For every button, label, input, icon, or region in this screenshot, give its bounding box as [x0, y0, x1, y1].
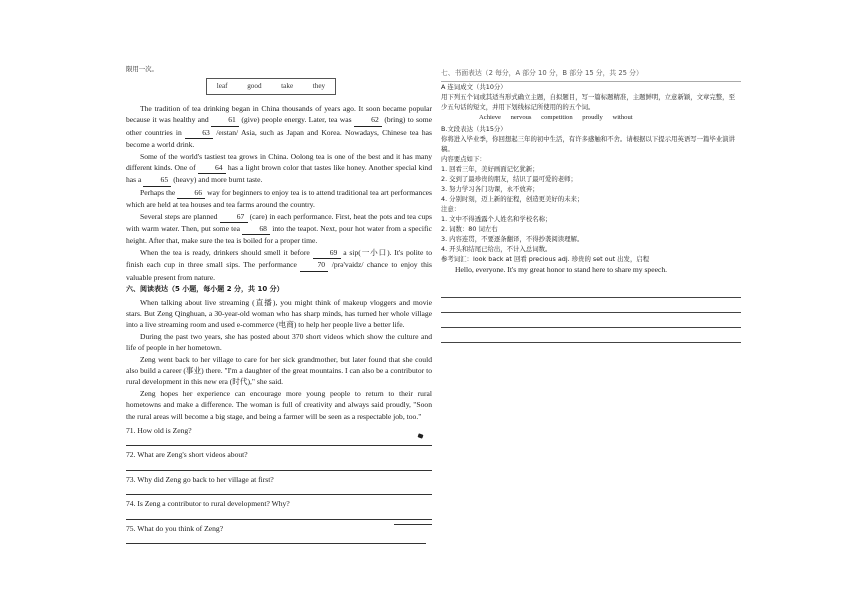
word-box-item: take: [281, 81, 294, 90]
part-b-instructions: 你将进入毕业季，你回想起三年的初中生活，有许多感触和不舍。请根据以下提示用英语写一篇毕业演讲稿。: [441, 134, 735, 153]
cloze-text: into the teapot. Next, pour hot water from a specific height. After that, make sure the tea is boiled for a proper time.: [126, 224, 432, 246]
part-a-title: A 连词成文（共10分）: [441, 83, 507, 92]
left-column: [126, 64, 432, 546]
writing-line[interactable]: [441, 287, 741, 298]
answer-blank-62[interactable]: 62: [354, 114, 382, 126]
part-a-instructions: 用下列五个词或其适当形式确立主题，自拟题目，写一篇标题精准，主题鲜明，立意新颖，文章完整，至少五句话的短文，并用下划线标记所使用的的五个词。: [441, 93, 735, 112]
writing-line[interactable]: [441, 302, 741, 313]
word-box-item: they: [312, 81, 326, 90]
instruction-tail: 限用一次。: [126, 65, 158, 73]
word-box-item: leaf: [216, 81, 228, 90]
notes-list: [441, 214, 741, 254]
answer-blank-61[interactable]: 61: [211, 114, 239, 126]
content-point: 1. 回看三年，美好画面记忆犹新；: [441, 164, 539, 173]
note-item: 2. 词数：80 词左右: [441, 224, 498, 233]
question-72: 72. What are Zeng's short videos about?: [126, 450, 248, 460]
cloze-text: (heavy) and more burnt taste.: [173, 175, 263, 185]
answer-blank-68[interactable]: 68: [242, 223, 270, 235]
answer-blank-63[interactable]: 63: [185, 127, 213, 139]
cloze-text: Perhaps the: [140, 187, 176, 197]
reading-section-heading: 六、阅读表达（5 小题，每小题 2 分，共 10 分）: [126, 285, 284, 294]
cloze-text: The tradition of tea drinking began in China thousands of years ago. It soon became popular because it was healthy and: [126, 104, 432, 125]
content-point: 3. 努力学习各门功课，永不放弃；: [441, 184, 539, 193]
answer-blank-67[interactable]: 67: [220, 211, 248, 223]
cloze-text: /eɪstan/ Asia, such as Japan and Korea. Nowadays, Chinese tea has become a world drink.: [126, 127, 432, 150]
cloze-paragraph: [126, 151, 432, 187]
question-73: 73. Why did Zeng go back to her village at first?: [126, 474, 274, 484]
answer-blank-69[interactable]: 69: [313, 247, 341, 259]
cloze-text: (care) in each performance. First, heat the pots and tea cups with warm water. Then, put some tea: [126, 211, 433, 234]
cloze-text: (give) people energy. Later, tea was: [241, 115, 352, 125]
question-75: 75. What do you think of Zeng?: [126, 523, 224, 533]
word-box-item: good: [247, 81, 262, 90]
cloze-text: When the tea is ready, drinkers should smell it before: [140, 247, 310, 257]
writing-line[interactable]: [441, 332, 741, 343]
right-column: [441, 68, 741, 347]
cloze-text: has a light brown color that tastes like honey. Another special kind has a: [126, 163, 433, 185]
note-item: 4. 开头和结尾已给出，不计入总词数。: [441, 244, 552, 253]
cloze-text: Some of the world's tastiest tea grows in China. Oolong tea is one of the best and it has many different kinds. One of: [126, 151, 432, 173]
answer-line-73[interactable]: [126, 485, 432, 495]
cloze-text: /prə'vaidz/ chance to enjoy this valuable present from nature.: [126, 260, 432, 282]
answer-blank-64[interactable]: 64: [198, 162, 226, 174]
part-a-word-list: Achieve nervous competition proudly without: [479, 114, 633, 122]
note-item: 3. 内容连贯，不要逐条翻译，不得抄袭阅读理解。: [441, 234, 584, 243]
reading-paragraph: During the past two years, she has posted about 370 short videos which show the culture and life of people in her hometown.: [126, 331, 432, 353]
note-item: 1. 文中不得透露个人姓名和学校名称；: [441, 214, 552, 223]
writing-area[interactable]: [441, 287, 741, 343]
answer-line-72[interactable]: [126, 461, 432, 471]
reading-paragraph: Zeng went back to her village to care for her sick grandmother, but later found that she could also build a career (事业) there. "I'm a daughter of the great mountains. I can also be a contributor to rural development in this new era (时代)," she said.: [126, 354, 432, 387]
content-points-title: 内容要点如下：: [441, 154, 486, 163]
writing-line[interactable]: [441, 317, 741, 328]
cloze-paragraph: [126, 211, 432, 247]
writing-section-heading: 七、书面表达（2 每分，A 部分 10 分，B 部分 15 分，共 25 分）: [441, 68, 741, 82]
answer-blank-65[interactable]: 65: [143, 174, 171, 186]
content-points-list: [441, 164, 741, 204]
cloze-paragraph: [126, 103, 432, 151]
question-71: 71. How old is Zeng?: [126, 425, 192, 435]
reading-paragraph: When talking about live streaming (直播), you might think of makeup vloggers and movie stars. But Zeng Qinghuan, a 30-year-old woman who has sharp minds, has turned her whole village into a live streaming room and used e-commerce (电商) to help her people live a better life.: [126, 297, 432, 330]
word-box: [206, 78, 336, 95]
reference-vocabulary: 参考词汇：look back at 回看 precious adj. 珍贵的 set out 出发，启程: [441, 254, 650, 263]
part-b-title: B.文段表达（共15分）: [441, 124, 507, 133]
content-point: 4. 分别时刻，迈上新的征程，创造更美好的未来；: [441, 194, 584, 203]
cloze-text: way for beginners to enjoy tea is to attend traditional tea art performances which are held at tea houses and tea farms around the country.: [126, 187, 433, 210]
speech-opening: Hello, everyone. It's my great honor to stand here to share my speech.: [455, 264, 668, 274]
content-point: 2. 交到了最珍贵的朋友，结识了最可爱的老师；: [441, 174, 577, 183]
answer-blank-66[interactable]: 66: [177, 187, 205, 199]
question-74: 74. Is Zeng a contributor to rural development? Why?: [126, 499, 290, 509]
answer-line-74[interactable]: [126, 510, 432, 520]
cloze-text: Several steps are planned: [140, 211, 218, 221]
cloze-paragraph: [126, 247, 432, 283]
answer-line-75[interactable]: [126, 534, 426, 544]
cloze-paragraph: [126, 187, 432, 211]
cloze-text: (bring) to some other countries in: [126, 115, 432, 137]
cloze-text: a sip(一小口). It's polite to finish each cup in three small sips. The performance: [126, 247, 432, 270]
answer-blank-70[interactable]: 70: [300, 259, 328, 271]
answer-line-71[interactable]: [126, 436, 432, 446]
stray-line: [394, 524, 432, 525]
notes-title: 注意：: [441, 204, 461, 213]
reading-paragraph: Zeng hopes her experience can encourage more young people to return to their rural hometowns and make a difference. The woman is full of creativity and always said proudly, "Soon the rural areas will become a big stage, and being a farmer will be seen as a respectable job, too.": [126, 388, 432, 421]
